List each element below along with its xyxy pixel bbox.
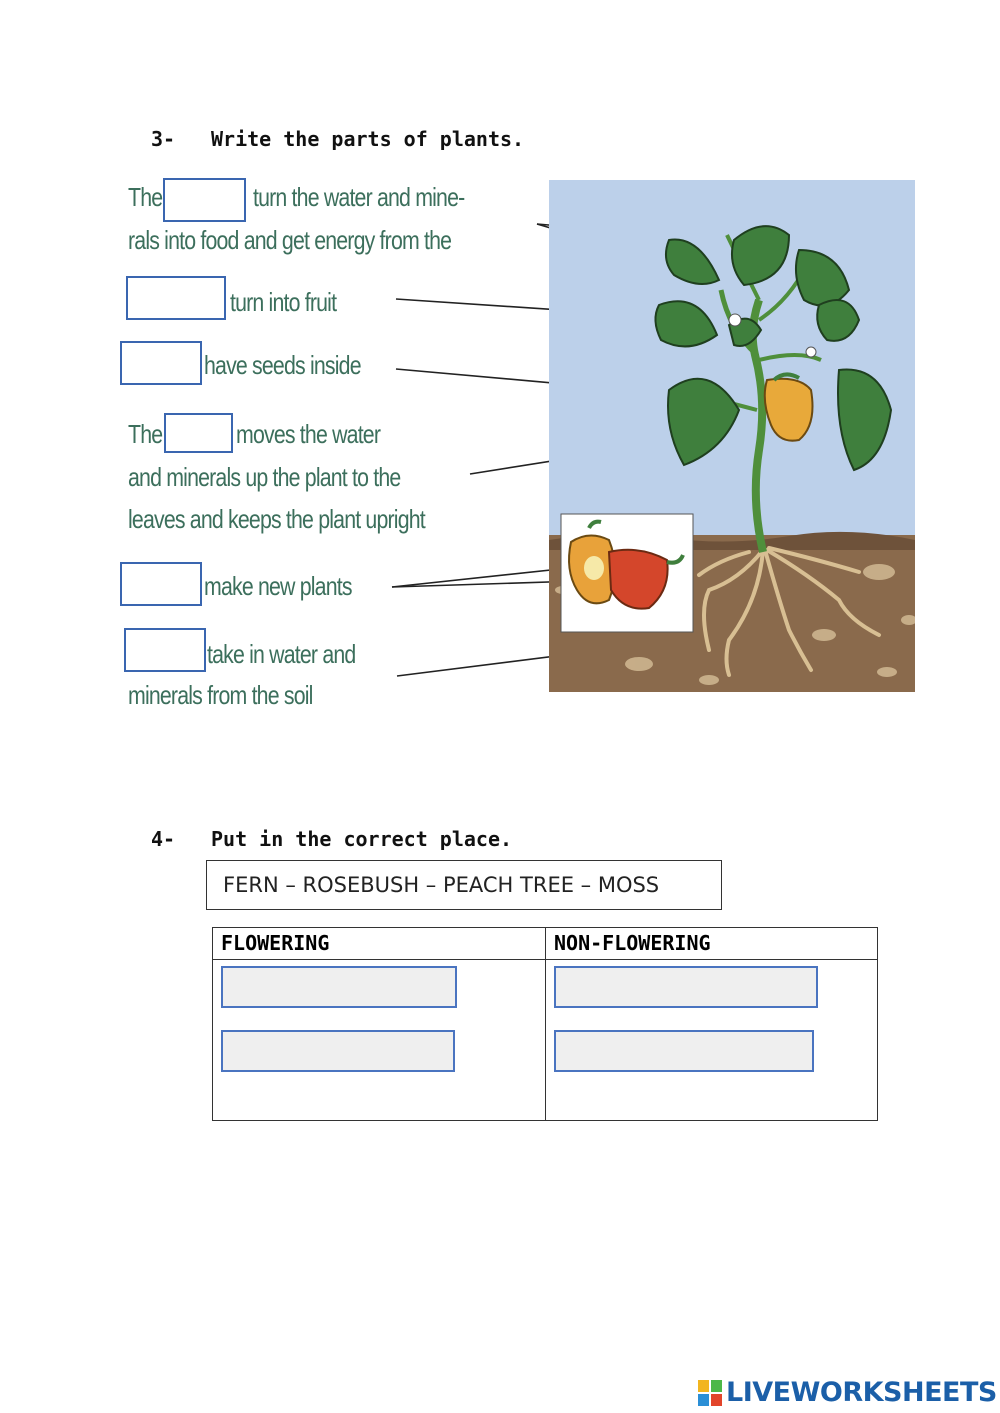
question-3-number: 3- [151,127,176,151]
sentence-5-text: make new plants [204,571,352,601]
non-flowering-drop-box-2[interactable] [554,1030,814,1072]
liveworksheets-logo-text: LIVEWORKSHEETS [726,1377,997,1408]
pepper-plant-illustration [549,180,915,692]
liveworksheets-logo [698,1377,997,1408]
sentence-1-line-1-before: The [128,182,163,212]
sorting-table [212,927,878,1121]
non-flowering-drop-box-1[interactable] [554,966,818,1008]
non-flowering-cell [546,960,878,1121]
column-header-non-flowering: NON-FLOWERING [546,928,878,960]
flowering-drop-box-2[interactable] [221,1030,455,1072]
question-3-text: Write the parts of plants. [211,127,525,151]
column-header-flowering: FLOWERING [213,928,546,960]
sentence-6-line-1: take in water and [207,639,356,669]
question-4-title [151,827,512,851]
flowering-drop-box-1[interactable] [221,966,457,1008]
liveworksheets-logo-icon [698,1380,722,1406]
sentence-4-line-2: and minerals up the plant to the [128,462,401,492]
sentence-3-text: have seeds inside [204,350,361,380]
question-4-number: 4- [151,827,176,851]
word-bank: FERN – ROSEBUSH – PEACH TREE – MOSS [206,860,722,910]
flowering-cell [213,960,546,1121]
sentence-2-text: turn into fruit [230,287,337,317]
question-4-text: Put in the correct place. [211,827,513,851]
sentence-6-line-2: minerals from the soil [128,680,313,710]
sentence-4-line-1-before: The [128,419,163,449]
sentence-1-line-2: rals into food and get energy from the [128,225,452,255]
sentence-1-line-1-after: turn the water and mine- [253,182,465,212]
sentence-4-line-1-after: moves the water [236,419,381,449]
sentence-4-line-3: leaves and keeps the plant upright [128,504,425,534]
